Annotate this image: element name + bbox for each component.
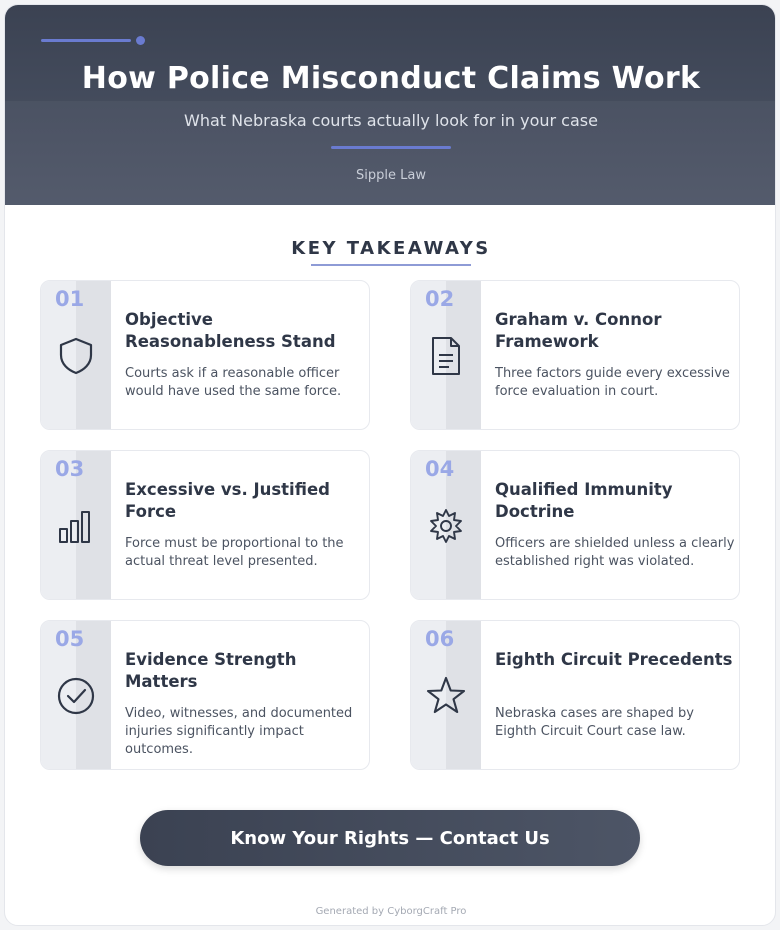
header-banner [5, 5, 776, 205]
card-number: 01 [55, 287, 85, 311]
gear-icon [424, 504, 468, 548]
check-circle-icon [54, 674, 98, 718]
firm-name: Sipple Law [356, 168, 426, 183]
decorative-line [41, 39, 131, 42]
card-title: Excessive vs. Justified Force [125, 480, 330, 521]
card-title: Objective Reasonableness Stand [125, 310, 336, 351]
card-number: 02 [425, 287, 455, 311]
card-description: Courts ask if a reasonable officer would have used the same force. [125, 366, 342, 399]
card-description: Nebraska cases are shaped by Eighth Circuit Court case law. [495, 706, 694, 739]
card-description: Three factors guide every excessive force evaluation in court. [495, 366, 730, 399]
card-description: Force must be proportional to the actual threat level presented. [125, 536, 344, 569]
bar-chart-icon [54, 504, 98, 548]
takeaway-card-2 [410, 280, 740, 430]
card-title: Graham v. Connor Framework [495, 310, 662, 351]
document-icon [424, 334, 468, 378]
header-divider [331, 146, 451, 149]
page-subtitle: What Nebraska courts actually look for in your case [184, 111, 598, 130]
takeaway-card-5 [40, 620, 370, 770]
takeaway-card-4 [410, 450, 740, 600]
card-title: Evidence Strength Matters [125, 650, 297, 691]
card-number: 03 [55, 457, 85, 481]
takeaway-card-3 [40, 450, 370, 600]
section-title: KEY TAKEAWAYS [291, 238, 491, 259]
card-number: 06 [425, 627, 455, 651]
card-number: 05 [55, 627, 85, 651]
star-icon [424, 674, 468, 718]
infographic-page [4, 4, 776, 926]
section-underline [311, 264, 471, 266]
page-title: How Police Misconduct Claims Work [81, 61, 701, 96]
shield-icon [54, 334, 98, 378]
contact-us-button[interactable]: Know Your Rights — Contact Us [140, 810, 640, 866]
card-title: Qualified Immunity Doctrine [495, 480, 673, 521]
takeaway-card-6 [410, 620, 740, 770]
takeaway-card-1 [40, 280, 370, 430]
footer-credit: Generated by CyborgCraft Pro [315, 906, 467, 917]
card-description: Officers are shielded unless a clearly established right was violated. [495, 536, 735, 569]
decorative-dot [136, 36, 145, 45]
card-title: Eighth Circuit Precedents [495, 650, 733, 669]
card-number: 04 [425, 457, 455, 481]
card-description: Video, witnesses, and documented injuries significantly impact outcomes. [125, 706, 353, 757]
